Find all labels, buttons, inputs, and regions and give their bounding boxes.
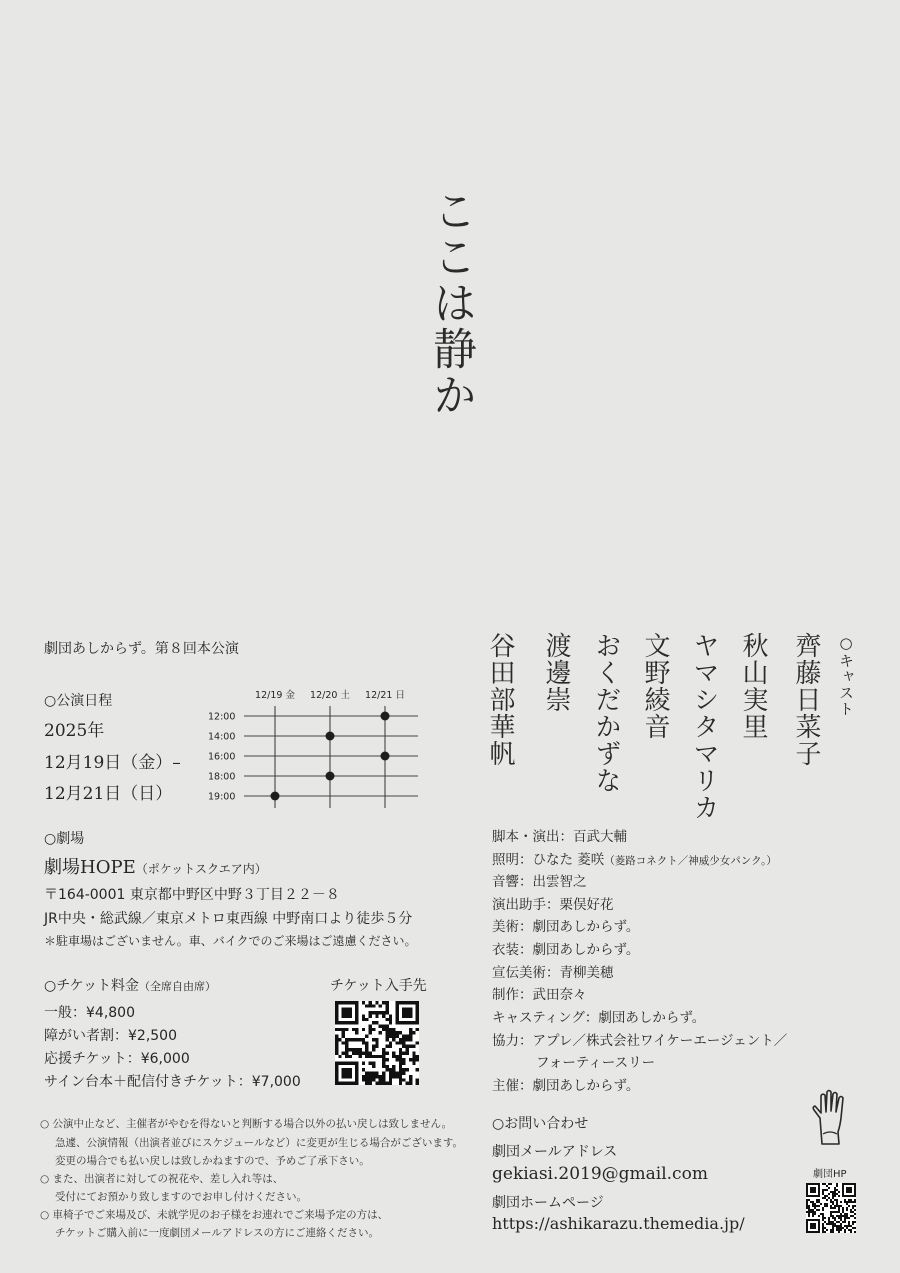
credit-line: 制作：武田奈々 [492,987,587,1003]
credit-lighting-line [492,848,777,868]
schedule-range-end: 12月21日（日） [44,784,173,804]
note-line: ○ 公演中止など、主催者がやむを得ないと判断する場合以外の払い戻しは致しません。 [40,1118,453,1130]
schedule-time-label: 16:00 [208,751,236,763]
credit-line: 宣伝美術：青柳美穂 [492,965,614,981]
schedule-date-label: 12/20 土 [310,690,350,701]
schedule-grid [200,684,430,808]
venue-name: 劇場HOPE [44,857,136,878]
contact-heading: ○お問い合わせ [492,1116,589,1132]
venue-heading: ○劇場 [44,831,85,847]
venue-address: 〒164-0001 東京都中野区中野３丁目２２－８ [44,887,340,903]
schedule-date-label: 12/21 日 [365,690,405,701]
note-line: 急遽、公演情報（出演者並びにスケジュールなど）に変更が生じる場合がございます。 [55,1137,464,1149]
cast-name: 渡邊崇 [541,632,571,713]
ticket-qr-caption: チケット入手先 [330,978,427,994]
cast-name: 秋山実里 [738,632,768,740]
performance-dot [271,792,280,801]
ticket-price: 障がい者割：¥2,500 [44,1028,177,1044]
qr-pattern [806,1183,856,1233]
contact-url[interactable]: https://ashikarazu.themedia.jp/ [492,1214,745,1233]
hand-logo-icon [808,1088,854,1148]
qr-pattern [335,1001,419,1085]
schedule-year: 2025年 [44,721,105,741]
company-line: 劇団あしからず。第８回本公演 [44,641,239,657]
credit-line: 美術：劇団あしからず。 [492,919,640,935]
credit-line: 照明：ひなた 菱咲 [492,852,605,868]
tickets-heading-line [44,975,216,995]
performance-dot [326,732,335,741]
credit-line: 協力：アプレ／株式会社ワイケーエージェント／ [492,1033,788,1049]
venue-name-line [44,853,267,879]
schedule-time-label: 19:00 [208,791,236,803]
performance-dot [381,752,390,761]
tickets-heading: ○チケット料金 [44,978,139,994]
cast-name: 谷田部華帆 [485,632,515,767]
venue-parking: ＊駐車場はございません。車、バイクでのご来場はご遠慮ください。 [44,934,417,948]
schedule-time-label: 12:00 [208,711,236,723]
credit-line: キャスティング：劇団あしからず。 [492,1010,706,1026]
cast-heading: ○キャスト [837,634,855,717]
schedule-range-start: 12月19日（金）– [44,753,181,773]
note-line: 変更の場合でも払い戻しは致しかねますので、予めご了承下さい。 [55,1155,370,1167]
note-line: ○ また、出演者に対しての祝花や、差し入れ等は、 [40,1173,284,1185]
credit-line: 脚本・演出：百武大輔 [492,829,627,845]
credit-line-sub: （菱路コネクト／神威少女パンク。） [604,855,777,867]
hp-qr-caption: 劇団HP [813,1169,847,1180]
note-line: 受付にてお預かり致しますのでお申し付けください。 [55,1191,307,1203]
contact-email[interactable]: gekiasi.2019@gmail.com [492,1164,708,1184]
schedule-time-label: 14:00 [208,731,236,743]
note-line: ○ 車椅子でご来場及び、未就学児のお子様をお連れでご来場予定の方は、 [40,1209,389,1221]
performance-dot [381,712,390,721]
tickets-heading-sub: （全席自由席） [138,980,216,993]
venue-access: JR中央・総武線／東京メトロ東西線 中野南口より徒歩５分 [44,911,413,927]
cast-name: 齊藤日菜子 [791,632,821,767]
play-title: ここは静か [425,188,476,418]
performance-dot [326,772,335,781]
venue-name-sub: （ポケットスクエア内） [135,862,267,876]
ticket-price: 応援チケット：¥6,000 [44,1051,190,1067]
cast-name: 文野綾音 [640,632,670,740]
ticket-price: 一般：¥4,800 [44,1005,135,1021]
credit-line: 衣装：劇団あしからず。 [492,942,640,958]
credit-line: フォーティースリー [536,1055,656,1071]
schedule-heading: ○公演日程 [44,693,113,709]
ticket-qr-code[interactable] [335,1001,419,1085]
note-line: チケットご購入前に一度劇団メールアドレスの方にご連絡ください。 [55,1227,380,1239]
schedule-date-label: 12/19 金 [255,690,295,701]
schedule-time-label: 18:00 [208,771,236,783]
credit-line: 音響：出雲智之 [492,874,587,890]
credit-line: 主催：劇団あしからず。 [492,1078,640,1094]
homepage-qr-code[interactable] [806,1183,856,1233]
cast-name: おくだかずな [591,632,621,794]
contact-hp-label: 劇団ホームページ [492,1195,604,1211]
cast-name: ヤマシタマリカ [689,632,719,821]
ticket-price: サイン台本＋配信付きチケット：¥7,000 [44,1074,301,1090]
contact-email-label: 劇団メールアドレス [492,1144,618,1160]
credit-line: 演出助手：栗俣好花 [492,897,614,913]
